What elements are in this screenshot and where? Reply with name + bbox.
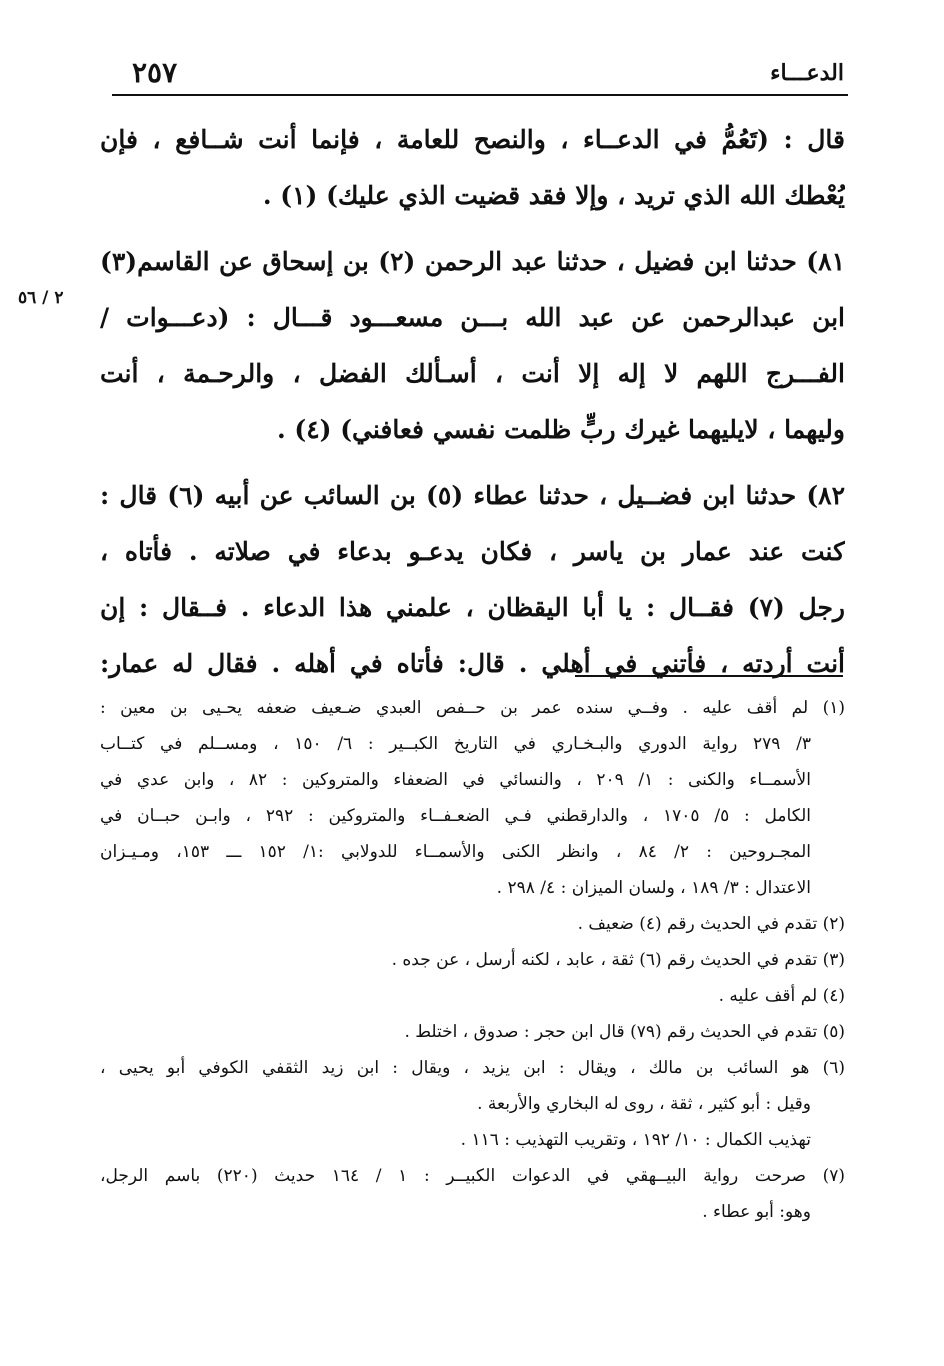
text-line: رجل (٧) فقــال : يا أبا اليقظان ، علمني هذا الدعاء . فــقال : إن — [100, 593, 845, 622]
paragraph-gap — [100, 458, 845, 468]
text-line: وليهما ، لايليهما غيرك ربٍّ ظلمت نفسي فعافني) (٤) . — [276, 415, 845, 444]
footnote-line: وهو: أبو عطاء . — [702, 1202, 811, 1222]
footnote-line: الكامل : ٥/ ١٧٠٥ ، والدارقطني فـي الضعـفــاء والمتروكين : ٢٩٢ ، وابـن حبــان في — [100, 806, 812, 826]
text-line: ٨١) حدثنا ابن فضيل ، حدثنا عبد الرحمن (٢) بن إسحاق عن القاسم(٣) — [100, 247, 845, 276]
footnote-divider — [575, 675, 843, 677]
text-line: قال : (تَعُمُّ في الدعــاء ، والنصح للعامة ، فإنما أنت شــافع ، فإن — [100, 125, 845, 154]
footnote-line: (١) لم أقف عليه . وفــي سنده عمر بن حــفص العبدي ضـعيف ضعفه يحـيى بن معين : — [100, 698, 845, 718]
manuscript-folio-note: ٢ / ٥٦ — [18, 288, 64, 308]
footnote-line: الاعتدال : ٣/ ١٨٩ ، ولسان الميزان : ٤/ ٢٩٨ . — [496, 878, 811, 898]
text-line: ابن عبدالرحمن عن عبد الله بـــن مسعـــود قـــال : (دعـــوات / — [100, 303, 845, 332]
footnote-line: (٦) هو السائب بن مالك ، ويقال : ابن يزيد ، ويقال : ابن زيد الثقفي الكوفي أبو يحيى ، — [100, 1058, 845, 1078]
page-header — [112, 52, 848, 96]
page-number: ٢٥٧ — [132, 56, 178, 89]
footnote-line: (٣) تقدم في الحديث رقم (٦) ثقة ، عابد ، لكنه أرسل ، عن جده . — [391, 950, 845, 970]
footnote-line: (٧) صرحت رواية البيــهقي في الدعوات الكبيــر : ١ / ١٦٤ حديث (٢٢٠) باسم الرجل، — [100, 1166, 845, 1186]
text-line: ٨٢) حدثنا ابن فضــيل ، حدثنا عطاء (٥) بن السائب عن أبيه (٦) قال : — [100, 481, 845, 510]
text-line: يُعْطك الله الذي تريد ، وإلا فقد قضيت الذي عليك) (١) . — [262, 181, 845, 210]
footnote-line: (٤) لم أقف عليه . — [718, 986, 845, 1006]
footnote-line: الأسمــاء والكنى : ١/ ٢٠٩ ، والنسائي في الضعفاء والمتروكين : ٨٢ ، وابن عدي في — [100, 770, 811, 790]
footnote-line: المجـروحين : ٢/ ٨٤ ، وانظر الكنى والأسمــاء للدولابي :١/ ١٥٢ ـــ ١٥٣، ومـيـزان — [100, 842, 812, 862]
footnote-line: (٥) تقدم في الحديث رقم (٧٩) قال ابن حجر : صدوق ، اختلط . — [404, 1022, 845, 1042]
text-line: أنت أردته ، فأتني في أهلي . قال: فأتاه في أهله . فقال له عمار: — [100, 649, 845, 678]
footnote-line: ٣/ ٢٧٩ رواية الدوري والبـخـاري في التاريخ الكبــير : ٦/ ١٥٠ ، ومســلم في كتــاب — [100, 734, 811, 754]
footnote-line: (٢) تقدم في الحديث رقم (٤) ضعيف . — [577, 914, 845, 934]
paragraph-gap — [100, 224, 845, 234]
text-line: الفـــرج اللهم لا إله إلا أنت ، أسـألك الفضل ، والرحـمة ، أنت — [100, 359, 845, 388]
text-line: كنت عند عمار بن ياسر ، فكان يدعـو بدعاء في صلاته . فأتاه ، — [100, 537, 845, 566]
main-text — [100, 112, 845, 692]
footnote-line: تهذيب الكمال : ١٠/ ١٩٢ ، وتقريب التهذيب : ١١٦ . — [460, 1130, 811, 1150]
running-title: الدعـــاء — [770, 60, 844, 86]
footnotes — [100, 690, 845, 1230]
footnote-line: وقيل : أبو كثير ، ثقة ، روى له البخاري والأربعة . — [477, 1094, 811, 1114]
